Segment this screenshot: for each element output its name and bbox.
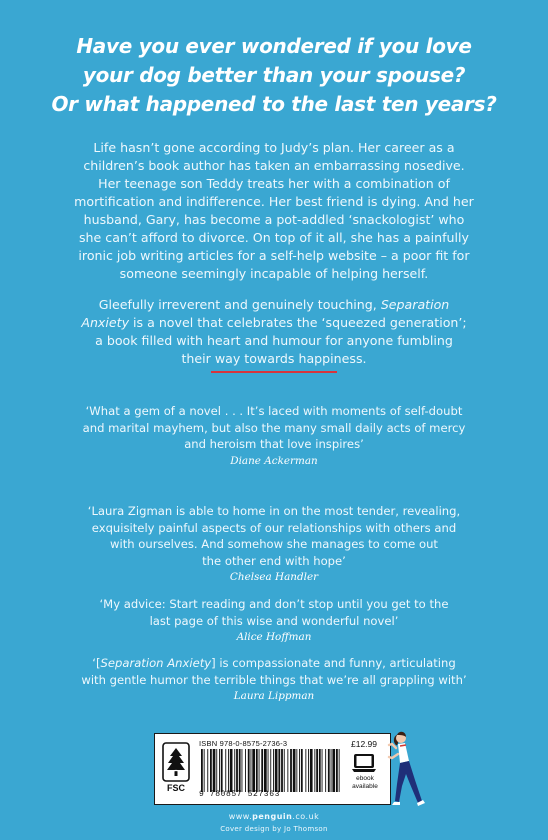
barcode-bar [308,749,309,792]
barcode-bar [236,749,238,792]
barcode-bar [210,749,212,792]
barcode-bar [239,749,241,792]
barcode-bar [261,749,263,792]
quote-line: ‘Laura Zigman is able to home in on the most tender, revealing, [87,504,461,518]
blurb-line: their way towards happiness. [181,351,367,366]
barcode-bar [201,749,203,792]
barcode-bar [268,749,269,792]
quote-line: ‘My advice: Start reading and don’t stop until you get to the [99,597,449,611]
quote-line: the other end with hope’ [202,553,346,568]
barcode-bar [275,749,278,792]
barcode-bar [339,749,340,792]
barcode-bar [278,749,280,792]
barcode-bar [204,749,205,792]
blurb-line: she can’t afford to divorce. On top of it all, she has a painfully [79,230,469,245]
quote-line: ‘What a gem of a novel . . . It’s laced with moments of self-doubt [85,404,463,418]
quote-text: ‘[ [92,656,101,670]
website-brand: penguin [252,812,293,821]
isbn-label: ISBN 978-0-8575-2736-3 [199,739,288,748]
blurb-line: husband, Gary, has become a pot-addled ‘snackologist’ who [83,212,465,227]
tagline-line: Or what happened to the last ten years? [51,92,497,116]
barcode-bar [245,749,246,792]
website-suffix: .co.uk [292,812,320,821]
blurb-line: a book filled with heart and humour for anyone fumbling [95,333,453,348]
barcode-bar [316,749,318,792]
price-label: £12.99 [351,739,377,749]
barcode-bar [216,749,217,792]
quote-line: and marital mayhem, but also the many small daily acts of mercy [82,420,466,435]
barcode-bar [299,749,300,792]
barcode-bar [256,749,258,792]
barcode-bar [213,749,216,792]
barcode-panel [154,733,391,805]
website-prefix: www. [228,812,253,821]
barcode-bar [252,749,255,792]
quote-author: Chelsea Handler [229,571,319,583]
barcode-bar [234,749,235,792]
blurb-line: ironic job writing articles for a self-help website – a poor fit for [78,248,470,263]
quote-author: Laura Lippman [233,690,315,702]
blurb-line: children’s book author has taken an embarrassing nosedive. [83,158,465,173]
barcode-bar [225,749,226,792]
barcode-bar [293,749,296,792]
pushing-figure-illustration [384,714,428,814]
barcode-bar [290,749,292,792]
fsc-logo [162,742,190,794]
barcode-bar [322,749,323,792]
fsc-label: FSC [167,783,185,793]
barcode-bar [248,749,250,792]
barcode-bar [230,749,233,792]
quote-text: ] is compassionate and funny, articulating [211,656,456,670]
barcode-bar [207,749,208,792]
tagline [0,32,548,119]
quote-author: Alice Hoffman [236,631,312,643]
barcode-bar [219,749,220,792]
blurb-text: is a novel that celebrates the ‘squeezed generation’; [129,315,467,330]
review-quote [40,403,508,469]
quote-line: with ourselves. And somehow she manages to come out [110,537,438,551]
blurb-line: Life hasn’t gone according to Judy’s plan. Her career as a [93,140,455,155]
barcode-bar [284,749,285,792]
book-title: Separation [380,297,450,312]
review-quote [40,596,508,645]
barcode-bar [314,749,315,792]
book-title: Separation Anxiety [100,656,212,670]
blurb-line: mortification and indifference. Her best friend is dying. And her [74,194,474,209]
cover-credit: Cover design by Jo Thomson [220,825,328,833]
blurb-paragraph-2 [58,296,490,368]
barcode-bar [287,749,288,792]
barcode-bar [331,749,332,792]
quote-author: Diane Ackerman [230,454,318,467]
quote-line [40,655,508,672]
barcode-bar [336,749,338,792]
ebook-label: ebook available [352,775,378,790]
barcode-bar [332,749,335,792]
barcode-bar [325,749,326,792]
barcode-bar [242,749,243,792]
barcode-bar [273,749,274,792]
barcode-bar [328,749,330,792]
blurb-text: Gleefully irreverent and genuinely touching, [98,297,377,312]
barcode-bar [251,749,252,792]
review-quote [40,503,508,585]
barcode-bar [264,749,267,792]
review-quote [40,655,508,704]
book-title: Anxiety [81,315,130,330]
quote-line: with gentle humor the terrible things that we’re all grappling with’ [81,672,467,687]
barcode-bar [259,749,260,792]
barcode-bar [310,749,313,792]
website-link[interactable] [0,812,548,822]
blurb-line [58,296,490,314]
blurb-line [58,314,490,332]
barcode-bar [301,749,303,792]
barcode-bar [270,749,271,792]
barcode-bar [319,749,321,792]
barcode-bar [221,749,223,792]
barcode-bars [199,749,343,792]
blurb-paragraph-1 [58,139,490,283]
quote-line: and heroism that love inspires’ [184,437,364,451]
barcode-bar [305,749,306,792]
blurb-line: someone seemingly incapable of helping herself. [119,266,429,281]
barcode-digits: 9 780857 527363 [199,790,281,799]
fsc-tree-icon [162,742,190,782]
tagline-line: your dog better than your spouse? [82,63,466,87]
barcode-bar [296,749,297,792]
quote-line: last page of this wise and wonderful novel’ [149,613,399,628]
ebook-device-icon [351,753,377,773]
section-divider [211,371,337,373]
barcode-bar [228,749,229,792]
tagline-line: Have you ever wondered if you love [76,34,472,58]
quote-line: exquisitely painful aspects of our relationships with others and [91,520,457,535]
barcode-bar [281,749,283,792]
blurb-line: Her teenage son Teddy treats her with a combination of [98,176,450,191]
